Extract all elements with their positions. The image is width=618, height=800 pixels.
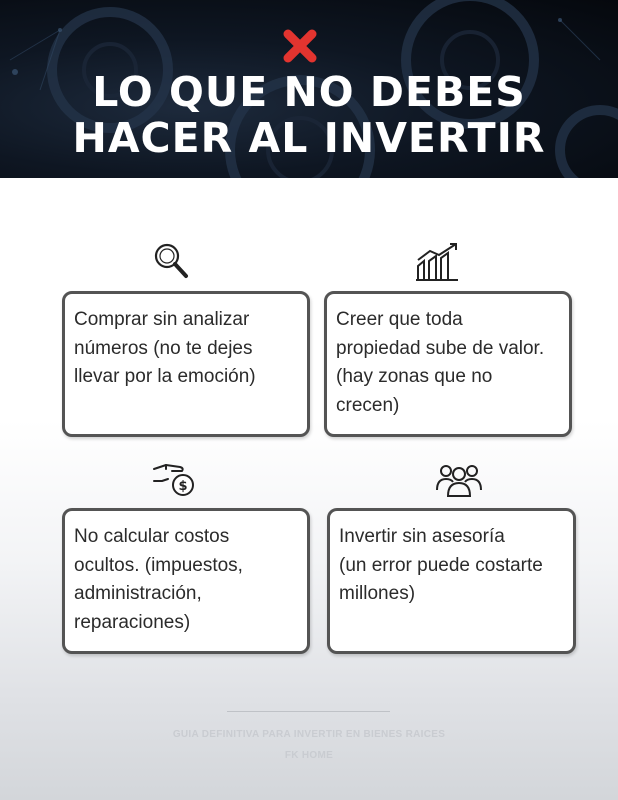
card-line: propiedad sube de valor. <box>336 337 545 359</box>
card-line: administración, <box>74 583 202 604</box>
footer-divider <box>227 711 390 712</box>
page-title-line1: LO QUE NO DEBES <box>92 68 526 116</box>
money-hand-icon <box>152 459 198 499</box>
card-costos <box>62 508 310 654</box>
footer-guide-title: GUIA DEFINITIVA PARA INVERTIR EN BIENES RAICES <box>172 729 446 740</box>
card-line: Creer que toda <box>336 309 463 330</box>
card-line: llevar por la emoción) <box>74 366 256 387</box>
svg-text:$: $ <box>178 479 188 494</box>
card-line: reparaciones) <box>74 611 191 633</box>
card-line: crecen) <box>336 394 400 416</box>
close-x-icon <box>280 26 320 66</box>
card-line: números (no te dejes <box>74 337 253 359</box>
card-line: No calcular costos <box>74 526 230 547</box>
footer-brand: FK HOME <box>284 750 334 761</box>
card-line: millones) <box>339 583 416 604</box>
card-valor <box>324 291 572 437</box>
card-asesoria <box>327 508 576 654</box>
card-line: (un error puede costarte <box>339 554 543 576</box>
header-banner <box>0 0 618 178</box>
card-analizar <box>62 291 310 437</box>
people-group-icon <box>436 460 482 500</box>
card-line: (hay zonas que no <box>336 366 493 387</box>
page-title-line2: HACER AL INVERTIR <box>72 114 546 162</box>
card-line: Comprar sin analizar <box>74 309 250 330</box>
card-line: Invertir sin asesoría <box>339 526 505 547</box>
card-line: ocultos. (impuestos, <box>74 554 243 576</box>
magnifier-icon <box>148 240 194 280</box>
growth-chart-icon <box>414 242 460 282</box>
